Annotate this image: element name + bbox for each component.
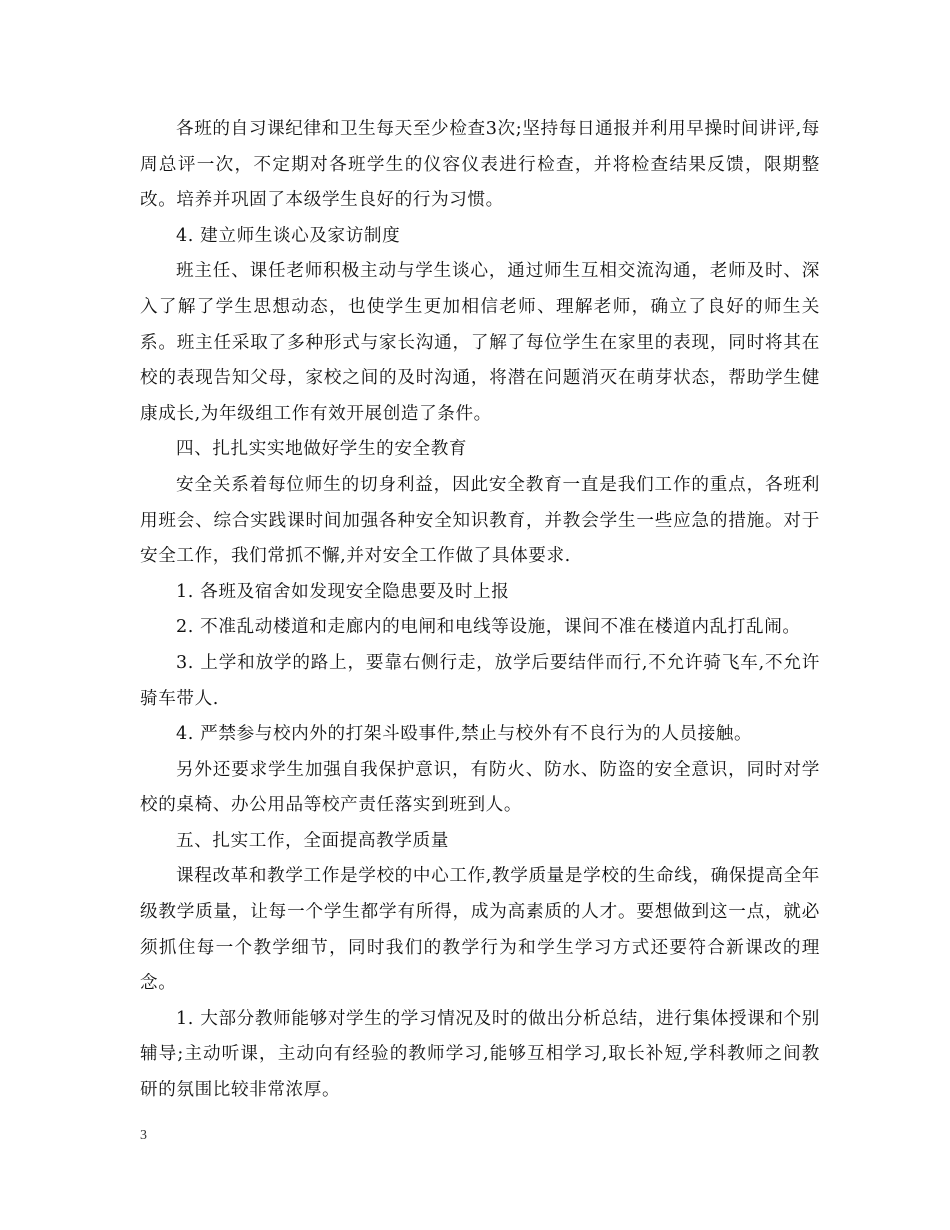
- paragraph-inspection-routine: 各班的自习课纪律和卫生每天至少检查3次;坚持每日通报并利用早操时间讲评,每周总评一次，不定期对各班学生的仪容仪表进行检查，并将检查结果反馈，限期整改。培养并巩固了本级学生良好的行为习惯。: [140, 119, 820, 211]
- document-body: [140, 112, 820, 1109]
- page-number: 3: [140, 1128, 147, 1143]
- list-item-safety-4: 4. 严禁参与校内外的打架斗殴事件,禁止与校外有不良行为的人员接触。: [176, 724, 753, 745]
- list-item-safety-1: 1. 各班及宿舍如发现安全隐患要及时上报: [176, 581, 510, 602]
- paragraph-curriculum-reform: 课程改革和教学工作是学校的中心工作,教学质量是学校的生命线，确保提高全年级教学质量，让每一个学生都学有所得，成为高素质的人才。要想做到这一点，就必须抓住每一个教学细节，同时我们的教学行为和学生学习方式还要符合新课改的理念。: [140, 866, 820, 994]
- list-item-teaching-1: 1. 大部分教师能够对学生的学习情况及时的做出分析总结，进行集体授课和个别辅导;主动听课，主动向有经验的教师学习,能够互相学习,取长补短,学科教师之间教研的氛围比较非常浓厚。: [140, 1008, 820, 1101]
- paragraph-safety-overview: 安全关系着每位师生的切身利益，因此安全教育一直是我们工作的重点，各班利用班会、综合实践课时间加强各种安全知识教育，并教会学生一些应急的措施。对于安全工作，我们常抓不懈,并对安全工作做了具体要求.: [140, 474, 820, 567]
- section-heading-teaching-quality: 五、扎实工作，全面提高教学质量: [176, 830, 449, 851]
- paragraph-teacher-student-communication: 班主任、课任老师积极主动与学生谈心，通过师生互相交流沟通，老师及时、深入了解了学生思想动态，也使学生更加相信老师、理解老师，确立了良好的师生关系。班主任采取了多种形式与家长沟通，了解了每位学生在家里的表现，同时将其在校的表现告知父母，家校之间的及时沟通，将潜在问题消灭在萌芽状态，帮助学生健康成长,为年级组工作有效开展创造了条件。: [140, 261, 820, 424]
- list-item-safety-2: 2. 不准乱动楼道和走廊内的电闸和电线等设施，课间不准在楼道内乱打乱闹。: [176, 617, 801, 638]
- paragraph-self-protection: 另外还要求学生加强自我保护意识，有防火、防水、防盗的安全意识，同时对学校的桌椅、办公用品等校产责任落实到班到人。: [140, 759, 820, 816]
- section-heading-safety-education: 四、扎扎实实地做好学生的安全教育: [176, 439, 468, 460]
- heading-teacher-talk-home-visit: 4. 建立师生谈心及家访制度: [176, 225, 401, 246]
- list-item-safety-3: 3. 上学和放学的路上，要靠右侧行走，放学后要结伴而行,不允许骑飞车,不允许骑车带人.: [140, 652, 820, 709]
